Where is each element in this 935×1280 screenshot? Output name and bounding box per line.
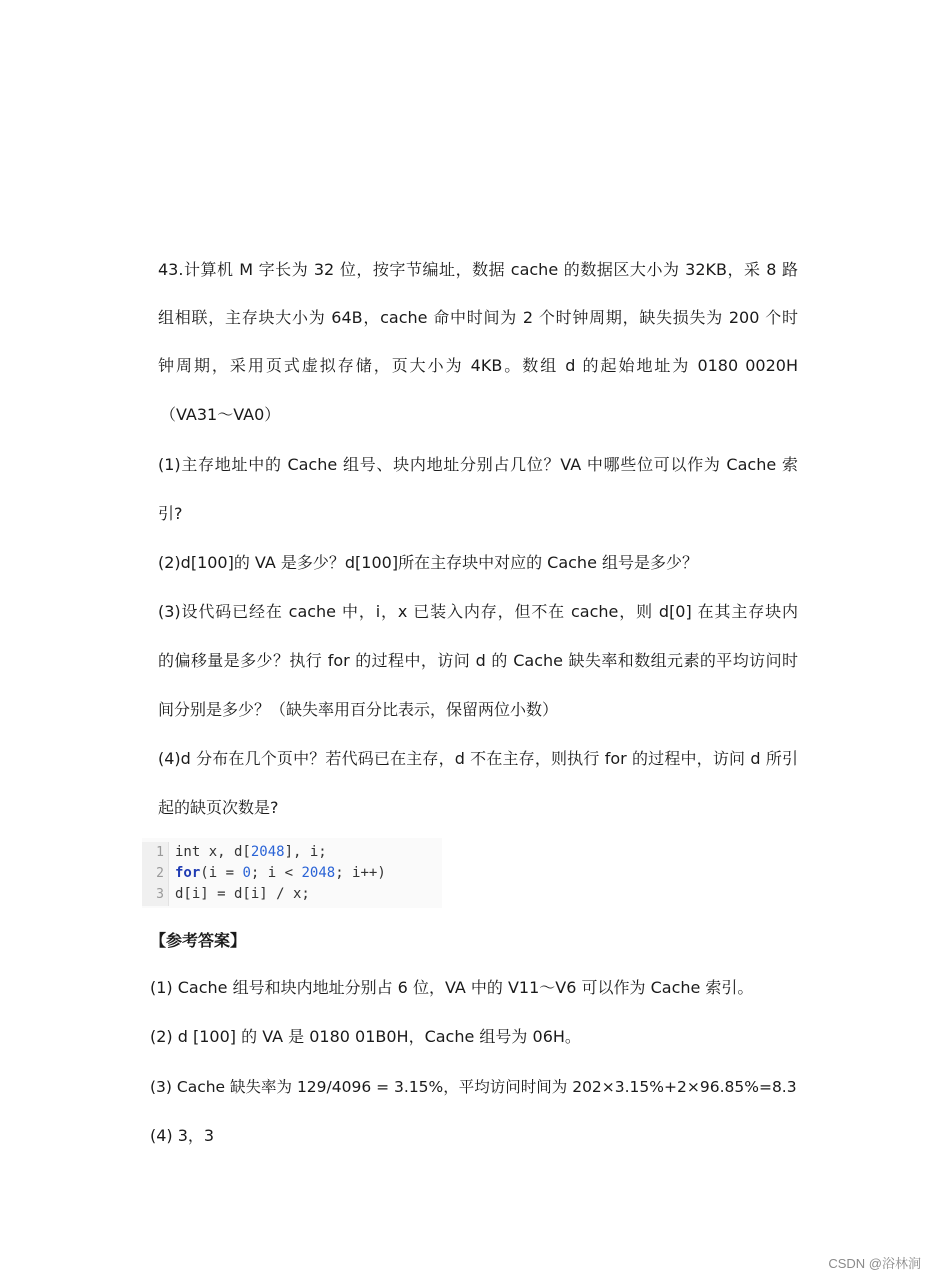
code-line-2	[142, 863, 442, 884]
question-line-4: （VA31～VA0）	[160, 405, 281, 424]
line-number-1: 1	[156, 845, 164, 860]
question-part-3-line-2: 的偏移量是多少？执行 for 的过程中，访问 d 的 Cache 缺失率和数组元素的平均访问时	[158, 651, 798, 670]
question-line-1: 43.计算机 M 字长为 32 位，按字节编址，数据 cache 的数据区大小为 32KB，采 8 路	[158, 260, 798, 279]
code-line-1	[142, 842, 442, 863]
code-1-a: int x, d[	[175, 844, 251, 860]
code-2-a: (i =	[200, 865, 243, 881]
question-part-1-line-2: 引?	[158, 504, 183, 523]
csdn-watermark: CSDN @浴林涧	[828, 1256, 921, 1271]
line-number-3: 3	[156, 887, 164, 902]
question-part-2: (2)d[100]的 VA 是多少？d[100]所在主存块中对应的 Cache 组号是多少？	[158, 553, 698, 572]
code-1-number: 2048	[250, 844, 285, 860]
code-3-a: d[i] = d[i] / x;	[175, 886, 310, 902]
code-2-b: ; i <	[250, 865, 302, 881]
answer-line-2: (2) d [100] 的 VA 是 0180 01B0H，Cache 组号为 06H。	[150, 1027, 581, 1046]
code-text-1	[175, 842, 327, 863]
code-2-keyword: for	[175, 865, 201, 881]
question-part-3-line-3: 间分别是多少？（缺失率用百分比表示，保留两位小数）	[158, 700, 559, 719]
code-1-b: ], i;	[284, 844, 327, 860]
code-text-3	[175, 884, 310, 905]
line-number-2: 2	[156, 866, 164, 881]
code-block	[142, 838, 442, 908]
question-part-4-line-1: (4)d 分布在几个页中？若代码已在主存，d 不在主存，则执行 for 的过程中，访问 d 所引	[158, 749, 798, 768]
question-line-2: 组相联，主存块大小为 64B，cache 命中时间为 2 个时钟周期，缺失损失为 200 个时	[158, 308, 798, 327]
question-part-4-line-2: 起的缺页次数是?	[158, 798, 279, 817]
code-text-2	[175, 863, 386, 884]
answer-line-3: (3) Cache 缺失率为 129/4096 = 3.15%，平均访问时间为 202×3.15%+2×96.85%=8.3	[150, 1078, 797, 1096]
answer-heading: 【参考答案】	[150, 931, 247, 950]
code-line-3	[142, 884, 442, 905]
code-2-c: ; i++)	[335, 865, 386, 881]
answer-line-1: (1) Cache 组号和块内地址分别占 6 位，VA 中的 V11～V6 可以作为 Cache 索引。	[150, 978, 754, 997]
question-part-1-line-1: (1)主存地址中的 Cache 组号、块内地址分别占几位？VA 中哪些位可以作为 Cache 索	[158, 455, 798, 474]
question-line-3: 钟周期，采用页式虚拟存储，页大小为 4KB。数组 d 的起始地址为 0180 0020H	[158, 356, 798, 375]
answer-line-4: (4) 3，3	[150, 1126, 215, 1145]
code-2-number-1: 0	[242, 865, 251, 881]
code-2-number-2: 2048	[301, 865, 336, 881]
question-part-3-line-1: (3)设代码已经在 cache 中，i，x 已装入内存，但不在 cache，则 d[0] 在其主存块内	[158, 602, 798, 621]
